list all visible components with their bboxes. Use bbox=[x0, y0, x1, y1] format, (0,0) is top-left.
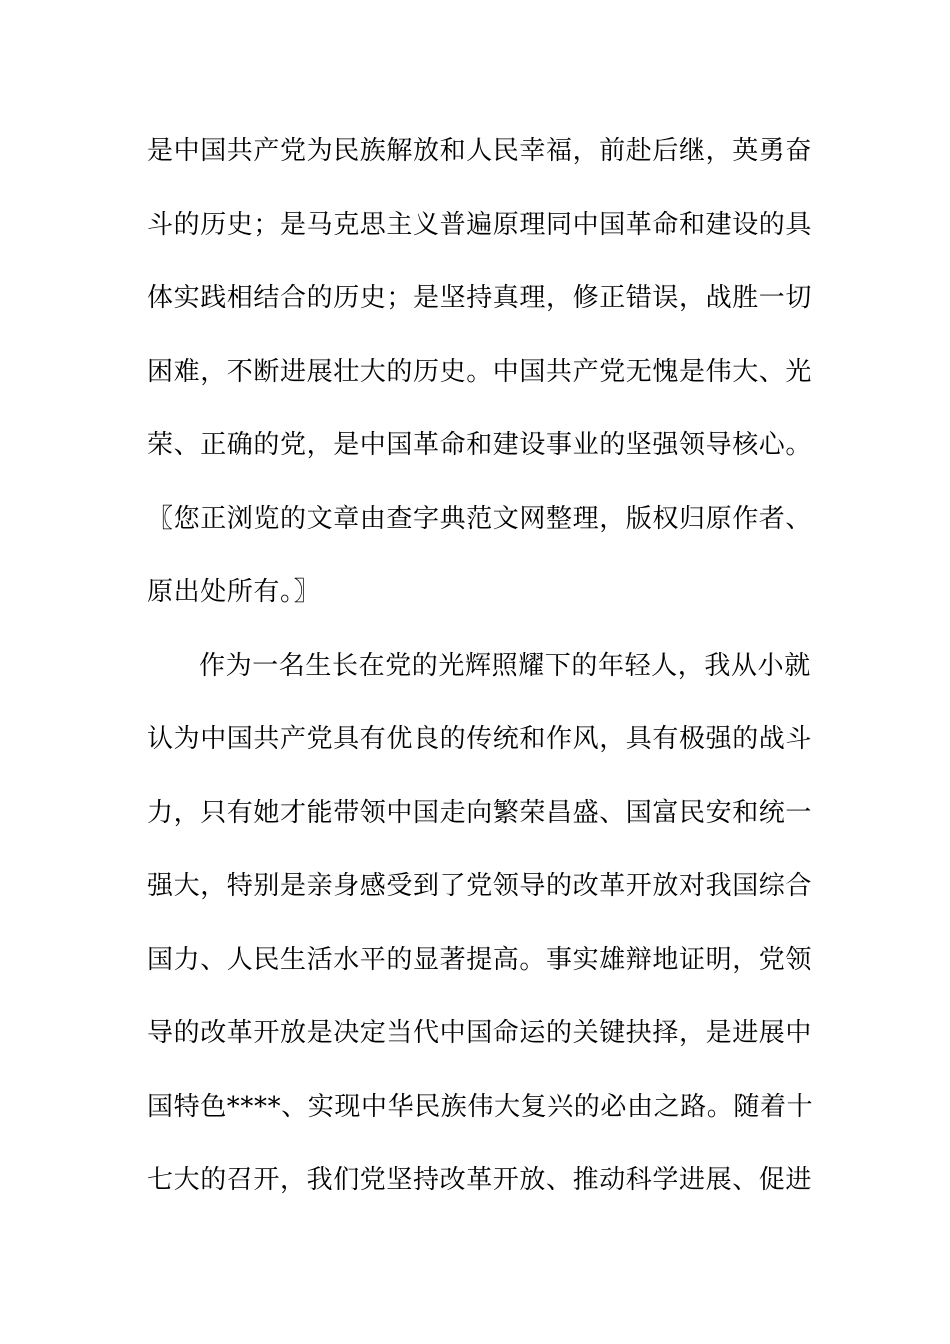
text-line: 强大，特别是亲身感受到了党领导的改革开放对我国综合 bbox=[147, 871, 813, 901]
text-line: 国特色****、实现中华民族伟大复兴的必由之路。随着十 bbox=[147, 1091, 814, 1122]
text-line: 七大的召开，我们党坚持改革开放、推动科学进展、促进 bbox=[147, 1165, 813, 1195]
source-note-line: 原出处所有。〗 bbox=[147, 577, 321, 607]
text-line: 导的改革开放是决定当代中国命运的关键抉择，是进展中 bbox=[147, 1018, 813, 1048]
source-note-line: 〖您正浏览的文章由查字典范文网整理，版权归原作者、 bbox=[147, 503, 813, 534]
text-line: 困难，不断进展壮大的历史。中国共产党无愧是伟大、光 bbox=[147, 356, 813, 387]
text-line: 认为中国共产党具有优良的传统和作风，具有极强的战斗 bbox=[147, 724, 813, 754]
text-line: 荣、正确的党，是中国革命和建设事业的坚强领导核心。 bbox=[147, 430, 813, 460]
paragraph-start-line: 作为一名生长在党的光辉照耀下的年轻人，我从小就 bbox=[199, 650, 811, 681]
text-line: 是中国共产党为民族解放和人民幸福，前赴后继，英勇奋 bbox=[147, 136, 813, 166]
text-line: 体实践相结合的历史；是坚持真理，修正错误，战胜一切 bbox=[147, 283, 813, 313]
text-line: 斗的历史；是马克思主义普遍原理同中国革命和建设的具 bbox=[147, 209, 813, 240]
text-line: 国力、人民生活水平的显著提高。事实雄辩地证明，党领 bbox=[147, 944, 813, 975]
body-text bbox=[147, 123, 814, 1226]
text-line: 力，只有她才能带领中国走向繁荣昌盛、国富民安和统一 bbox=[147, 797, 813, 828]
